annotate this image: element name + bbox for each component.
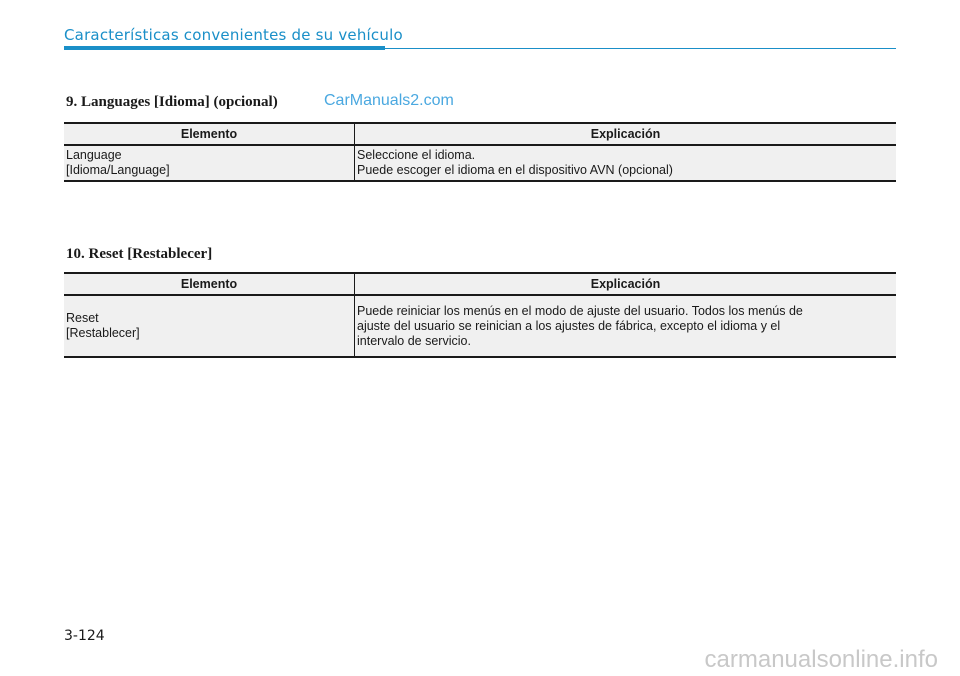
section-heading-reset: 10. Reset [Restablecer] bbox=[66, 246, 213, 262]
explanation-line: Seleccione el idioma. bbox=[357, 148, 476, 162]
watermark-carmanuals2[interactable]: CarManuals2.com bbox=[324, 92, 454, 109]
element-line: Language bbox=[66, 148, 122, 162]
explanation-line: Puede reiniciar los menús en el modo de ajuste del usuario. Todos los menús de bbox=[357, 303, 803, 318]
column-header-explanation: Explicación bbox=[355, 273, 897, 295]
table-header-row bbox=[64, 123, 896, 145]
table-row bbox=[64, 295, 896, 357]
element-line: [Idioma/Language] bbox=[66, 163, 170, 177]
header-rule-thin bbox=[385, 48, 896, 49]
element-cell bbox=[64, 295, 355, 357]
explanation-cell bbox=[355, 145, 897, 181]
header-title: Características convenientes de su vehículo bbox=[64, 26, 403, 44]
element-line: Reset bbox=[66, 311, 99, 325]
explanation-line: intervalo de servicio. bbox=[357, 333, 471, 348]
explanation-line: ajuste del usuario se reinician a los ajustes de fábrica, excepto el idioma y el bbox=[357, 318, 781, 333]
explanation-line: Puede escoger el idioma en el dispositivo AVN (opcional) bbox=[357, 163, 673, 177]
languages-table bbox=[64, 122, 896, 182]
table-header-row bbox=[64, 273, 896, 295]
table-row bbox=[64, 145, 896, 181]
column-header-explanation: Explicación bbox=[355, 123, 897, 145]
reset-table bbox=[64, 272, 896, 358]
column-header-element: Elemento bbox=[64, 273, 355, 295]
header-rule-thick bbox=[64, 46, 385, 50]
section-heading-languages: 9. Languages [Idioma] (opcional) bbox=[66, 94, 278, 110]
page-number: 3-124 bbox=[64, 628, 105, 644]
column-header-element: Elemento bbox=[64, 123, 355, 145]
watermark-carmanualsonline[interactable]: carmanualsonline.info bbox=[704, 646, 938, 673]
element-cell bbox=[64, 145, 355, 181]
explanation-cell bbox=[355, 295, 897, 357]
element-line: [Restablecer] bbox=[66, 326, 140, 340]
